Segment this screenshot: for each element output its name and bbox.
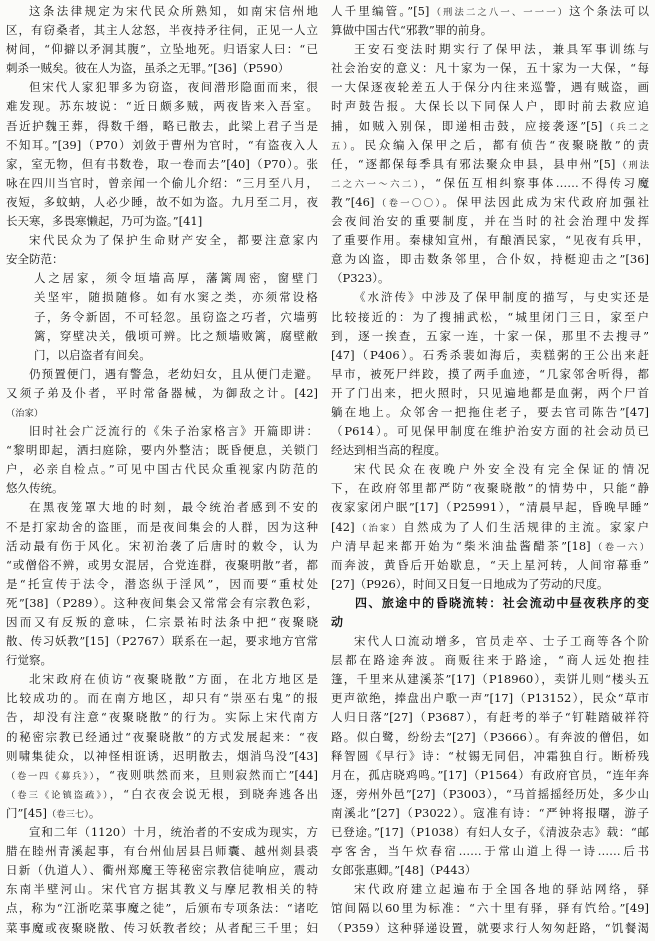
text-line: 比较接近的：为了搜捕武松，“城里闭门三日，家至户: [331, 309, 649, 324]
text-line: 的秘密宗教已经通过“夜聚晓散”的方式发展起来：“夜: [6, 729, 318, 744]
text-line: 经达到相当高的程度。: [331, 443, 446, 458]
block-quote: [6, 269, 318, 364]
paragraph: [6, 422, 318, 498]
text-line: [6, 804, 318, 823]
text-segment: ，“保伍互相纠察事体……不得传习魔: [421, 175, 649, 190]
text-line: 篷，千里来从建溪茶”[17]（P18960），卖饼儿则“楼头五: [331, 672, 649, 687]
text-line: 子，务令新固，不可轻忽。虽窃盗之巧者，穴墙剪: [34, 309, 318, 324]
text-segment: 门”[45]: [6, 805, 47, 820]
text-line: 早市，被死尸绊跤，摸了两手血迹，“几家邻舍听得，都: [331, 366, 649, 381]
paragraph: [331, 288, 649, 460]
citation-note: （治家）: [6, 407, 44, 419]
text-line: 会夜间治安的重要制度，并在当时的社会治理中发挥: [331, 214, 649, 229]
text-line: “黎明即起，洒扫庭除，要内外整洁；既昏便息，关锁门: [6, 443, 318, 458]
paragraph: [331, 880, 649, 937]
text-line: 而奔波，黄昏后开始歇息，“天上星河转，人间帘幕垂”: [331, 557, 649, 572]
text-line: 社会治安的意义：凡十家为一保，五十家为一大保，“每: [331, 61, 649, 76]
text-line: 篱，穿壁决关，俄顷可辨。比之颓墙败篱，腐壁敝: [34, 328, 318, 343]
citation-note: （卷一六）: [590, 541, 649, 553]
text-line: 路。似白鹭，纷纷去”[27]（P3666）。有奔波的僧侣，如: [331, 729, 649, 744]
text-line: [331, 136, 649, 155]
text-line: 户，必亲自检点。”可见中国古代民众重视家内防范的: [6, 462, 318, 477]
citation-note: （治家）: [354, 522, 404, 534]
text-line: 东南半壁河山。宋代官方据其教义与摩尼教相关的特: [6, 882, 318, 897]
text-line: [331, 193, 649, 212]
paragraph: [331, 460, 649, 594]
text-segment: ，“白衣夜会说无根，到晓奔逃各出: [109, 786, 318, 801]
text-line: [331, 117, 649, 136]
text-line: 吾近护魏王葬，得数千缗，略已散去，此梁上君子当是: [6, 118, 318, 133]
text-line: 日新（仇道人）、衢州郑魔王等秘密宗教信徒响应，震动: [6, 863, 318, 878]
text-line: 不是打家劫舍的盗匪，而是夜间集会的人群，因为这种: [6, 519, 318, 534]
text-line: 腊在睦州青溪起事，有台州仙居县吕师囊、越州剡县裘: [6, 844, 318, 859]
paragraph: [6, 670, 318, 823]
text-line: 宋代人口流动增多，官员走卒、士子工商等各个阶: [354, 634, 649, 649]
text-line: 活动最有伤于风化。宋初治袭了后唐时的敕令，认为: [6, 538, 318, 553]
text-line: 门，以启盗者有间矣。: [34, 347, 151, 362]
heading-line: 四、旅途中的昏晓流转：社会流动中昼夜秩序的变: [355, 595, 649, 610]
text-line: 仍预置便门，遇有警急，老幼妇女，且从便门走避。: [29, 366, 318, 381]
text-line: 《水浒传》中涉及了保甲制度的描写，与史实还是: [354, 290, 649, 305]
text-line: 释智圆《早行》诗：“杖锡无同侣，冲霜独自行。断桥残: [331, 748, 649, 763]
text-line: 点，称为“江浙吃菜事魔之徒”，后颁布专项条法：“诸吃: [6, 901, 318, 916]
text-line: 夜短，多蚊蚋，人必少睡，故不如为盗。九月至二月，夜: [6, 194, 318, 209]
text-line: [331, 537, 649, 556]
text-line: [331, 155, 649, 174]
text-line: 到，逐一挨查，五家一连，十家一保，那里不去搜寻”: [331, 328, 649, 343]
text-line: 亭客舍，当午炊春宿……于常山道上得一诗……后书: [331, 844, 649, 859]
text-line: [6, 403, 318, 422]
citation-note: 五）: [331, 140, 351, 152]
text-segment: 。民众编入保甲之后，都有侦告“夜聚晓散”的责: [350, 137, 649, 152]
right-column: [331, 2, 649, 938]
text-line: 行觉察。: [6, 653, 52, 668]
paragraph: [331, 40, 649, 288]
text-line: [6, 785, 318, 804]
text-line: 悠久传统。: [6, 481, 64, 496]
text-line: 家，室无物，但有书数卷，取一卷而去”[40]（P70）。张: [6, 156, 318, 171]
text-segment: 人千里编管。”[5]: [331, 4, 430, 18]
text-segment: 教”[46]: [331, 194, 375, 209]
citation-note: （卷三七）: [47, 808, 89, 820]
text-line: 月在，孤店晓鸡鸣。”[17]（P1564）有政府官员，“连年奔: [331, 767, 649, 782]
text-segment: 捕，如贼入别保，即递相击鼓，应接袭逐”[5]: [331, 118, 603, 133]
text-line: [331, 2, 649, 21]
text-line: 告，却没有注意“夜聚晓散”的行为。实际上宋代南方: [6, 710, 318, 725]
text-line: [47]（P406）。石秀杀裴如海后，卖糕粥的王公出来赶: [331, 347, 649, 362]
text-line: 散、传习妖教”[15]（P2767）联系在一起，要求地方官常: [6, 634, 318, 649]
paragraph: [6, 498, 318, 670]
text-line: 这条法律规定为宋代民众所熟知，如南宋信州地: [29, 4, 318, 18]
text-line: 因而又有反叛的意味，仁宗景祐时法条中把“夜聚晓: [6, 615, 318, 629]
citation-note: （卷一四《募兵》）: [6, 770, 96, 782]
text-line: [331, 518, 649, 537]
text-line: 躺在地上。众邻舍一把拖住老子，要去官司陈告”[47]: [331, 404, 649, 419]
paragraph: [6, 78, 318, 231]
text-line: 开了门出来，把火照时，只见遍地都是血粥，两个尸首: [331, 385, 649, 400]
text-segment: 自然成为了人们生活规律的主流。家家户: [403, 519, 649, 534]
text-line: 时声鼓告报。大保长以下同保人户，即时前去救应追: [331, 99, 649, 114]
text-line: 宣和二年（1120）十月，统治者的不安成为现实，方: [29, 825, 318, 840]
text-line: 层都在路途奔波。商贩往来于路途，“商人远处抱挂: [331, 653, 649, 668]
text-segment: 户清早起来都开始为“柴米油盐酱醋茶”[18]: [331, 538, 591, 553]
citation-note: （卷一〇〇）: [374, 197, 443, 209]
text-line: 一大保逐夜轮差五人于保分内往来巡警，遇有贼盗，画: [331, 80, 649, 95]
text-line: 但宋代人家犯罪多为窃盗，夜间潜形隐面而来，很: [29, 80, 318, 95]
text-line: 旧时社会广泛流行的《朱子治家格言》开篇即讲：: [29, 424, 318, 439]
text-line: 更声欲绝，捧盘出户歌一声”[17]（P13152），民众“草市: [331, 691, 649, 706]
text-line: 下，在政府邻里都严防“夜聚晓散”的情势中，只能“静: [331, 481, 649, 496]
text-segment: 。保甲法因此成为宋代政府加强社: [442, 194, 649, 209]
text-line: 安全防范：: [6, 252, 64, 267]
text-line: [331, 174, 649, 193]
text-line: 南溪北”[27]（P3022）。寇准有诗：“严钟将报曙，游子: [331, 805, 649, 820]
text-line: [27]（P926），时间又日复一日地成为了劳动的尺度。: [331, 576, 609, 591]
text-line: 宋代民众在夜晚户外安全没有完全保证的情况: [354, 462, 649, 477]
paragraph: [331, 2, 649, 40]
text-line: 王安石变法时期实行了保甲法，兼具军事训练与: [354, 42, 649, 57]
text-line: 夜家家闭户眠”[17]（P25991），“清晨早起，昏晚早睡”: [331, 500, 649, 515]
citation-note: （刑法: [615, 159, 649, 171]
text-segment: ，“夜则哄然而来，旦则寂然而亡”[44]: [95, 767, 318, 782]
text-line: 人之居家，须令垣墙高厚，藩篱周密，窗壁门: [34, 271, 318, 286]
text-line: 在黑夜笼罩大地的时刻，最令统治者感到不安的: [29, 500, 318, 515]
text-line: 死”[38]（P289）。这种夜间集会又常常会有宗教色彩，: [6, 595, 318, 610]
text-line: 长天寒，多畏寒懒起，乃可为盗。”[41]: [6, 214, 203, 229]
text-segment: 任，“逐都保每季具有邪法聚众申县，县申州”[5]: [331, 156, 616, 171]
text-line: 不知耳。”[39]（P70）刘敛于曹州为官时，“有盗夜入人: [6, 137, 318, 152]
paragraph: [6, 2, 318, 78]
text-line: 是“托宣传于法令，潜恣纵于淫风”，因而要“重杖处: [6, 576, 318, 591]
text-line: 宋代政府建立起遍布于全国各地的驿站网络，驿: [354, 882, 649, 897]
text-line: 馆间隔以60里为标准：“六十里有驿，驿有饩给。”[49]: [331, 901, 649, 916]
text-line: 关坚牢，随损随修。如有水窦之类，亦须常设格: [34, 290, 318, 305]
text-line: 则啸集徒众，以神怪相诳诱，迟明散去，烟消鸟没”[43]: [6, 748, 318, 763]
heading-line: 动: [331, 615, 344, 629]
text-line: “或僧俗不辨，或男女混居，合党连群，夜聚明散”者，都: [6, 557, 318, 572]
text-line: 又须子弟及仆者，平时常备器械，为御敌之计。[42]: [6, 385, 318, 400]
section-heading: [331, 594, 649, 632]
paragraph: [6, 823, 318, 938]
text-line: 算做中国古代“邪教”罪的前身。: [331, 23, 493, 38]
text-line: 人归日落”[27]（P3687），有赶考的举子“钉鞋踏破祥符: [331, 710, 649, 725]
text-segment: 。: [88, 805, 101, 820]
citation-note: （兵二之: [602, 121, 649, 133]
text-line: （P323）。: [331, 271, 390, 286]
text-line: 咏在四川当官时，曾亲闻一个偷儿介绍：“三月至八月，: [6, 175, 318, 190]
text-line: 逐，旁州外邑”[27]（P3003），“马首摇摇经历处，多少山: [331, 786, 649, 801]
text-line: 菜事魔或夜聚晓散、传习妖教者绞；从者配三千里；妇: [6, 920, 318, 935]
text-line: 了重要作用。秦棣知宣州，有酿酒民家，“见夜有兵甲，: [331, 233, 649, 248]
left-column: [6, 2, 318, 938]
text-line: 刺杀一贼矣。彼在人为盗，虽杀之无罪。”[36]（P590）: [6, 61, 290, 76]
citation-note: （卷三《论镇盗疏》）: [6, 789, 110, 801]
citation-note: 二之六一～六二）: [331, 178, 422, 190]
text-line: （P614）。可见保甲制度在维护治安方面的社会动员已: [331, 424, 649, 439]
text-line: [6, 766, 318, 785]
text-line: 宋代民众为了保护生命财产安全，都要注意家内: [29, 233, 318, 248]
citation-note: （刑法二之八一、一一一）: [429, 7, 570, 18]
paragraph: [6, 231, 318, 269]
text-line: 已登途。”[17]（P1038）有妇人女子，《清波杂志》载：“邮: [331, 825, 649, 840]
text-line: 比较成功的。而在南方地区，却只有“崇巫右鬼”的报: [6, 691, 318, 706]
text-segment: [42]: [331, 519, 355, 534]
text-line: 难发现。苏东坡说：“近日颇多贼，两夜皆来入吾室。: [6, 99, 318, 114]
text-segment: 这个条法可以: [569, 4, 649, 18]
text-line: 北宋政府在侦访“夜聚晓散”方面，在北方地区是: [29, 672, 318, 687]
text-line: 意为凶盗，即击数条邻里，合仆奴，持梃迎击之”[36]: [331, 252, 649, 267]
text-line: （P359）这种驿递设置，就要求行人匆匆赶路，“饥餐渴: [331, 920, 649, 935]
paragraph: [6, 365, 318, 422]
text-line: 女郎张惠卿。”[48]（P443）: [331, 863, 477, 878]
paragraph: [331, 632, 649, 880]
text-line: 区，有窃桑者，其主人忿怒，半夜持矛往伺，正见一人立: [6, 23, 318, 38]
text-line: 树间，“仰擗以矛洞其腹”，立坠地死。归语家人曰：“已: [6, 42, 318, 57]
